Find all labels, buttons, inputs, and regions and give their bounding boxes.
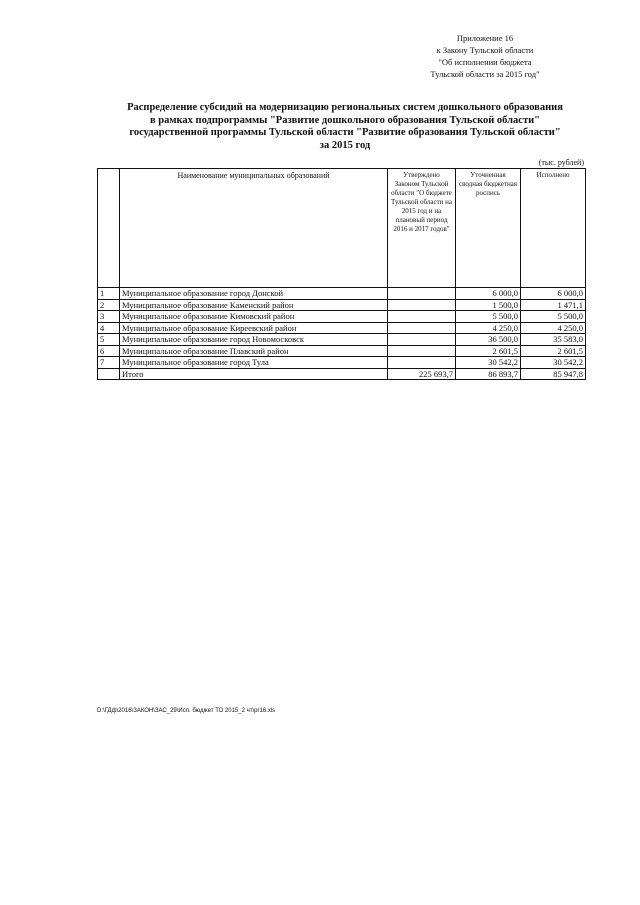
row-name: Муниципальное образование город Новомосковск bbox=[120, 334, 388, 346]
row-index: 6 bbox=[98, 345, 120, 357]
subsidy-table bbox=[97, 168, 586, 380]
executed-header: Исполнено bbox=[521, 169, 586, 288]
total-executed: 85 947,8 bbox=[521, 368, 586, 380]
table-row bbox=[98, 334, 586, 346]
row-executed: 2 601,5 bbox=[521, 345, 586, 357]
row-refined: 36 500,0 bbox=[456, 334, 521, 346]
row-approved bbox=[388, 288, 456, 300]
table-row bbox=[98, 311, 586, 323]
row-index: 3 bbox=[98, 311, 120, 323]
approved-header: Утверждено Законом Тульской области "О бюджете Тульской области на 2015 год и на плановый период 2016 и 2017 годов" bbox=[388, 169, 456, 288]
row-approved bbox=[388, 311, 456, 323]
row-index: 2 bbox=[98, 299, 120, 311]
row-name: Муниципальное образование Плавский район bbox=[120, 345, 388, 357]
row-name: Муниципальное образование Каменский район bbox=[120, 299, 388, 311]
row-refined: 6 000,0 bbox=[456, 288, 521, 300]
file-path-footer: D:\ГДф\2016\ЗАКОН\ЗАС_29\Исп. бюджет ТО 2015_2 чт\pr16.xls bbox=[97, 708, 276, 714]
title-line: за 2015 год bbox=[319, 139, 371, 151]
row-refined: 5 500,0 bbox=[456, 311, 521, 323]
table-row bbox=[98, 357, 586, 369]
table-header-row bbox=[98, 169, 586, 288]
row-index: 4 bbox=[98, 322, 120, 334]
total-approved: 225 693,7 bbox=[388, 368, 456, 380]
total-index bbox=[98, 368, 120, 380]
name-header: Наименование муниципальных образований bbox=[120, 169, 388, 288]
total-refined: 86 893,7 bbox=[456, 368, 521, 380]
row-name: Муниципальное образование Киреевский район bbox=[120, 322, 388, 334]
row-refined: 2 601,5 bbox=[456, 345, 521, 357]
row-refined: 1 500,0 bbox=[456, 299, 521, 311]
appendix-line: Тульской области за 2015 год" bbox=[430, 69, 540, 79]
row-refined: 4 250,0 bbox=[456, 322, 521, 334]
units-label: (тыс. рублей) bbox=[538, 158, 584, 167]
row-approved bbox=[388, 334, 456, 346]
row-index: 5 bbox=[98, 334, 120, 346]
row-approved bbox=[388, 299, 456, 311]
title-line: в рамках подпрограммы "Развитие дошкольного образования Тульской области" bbox=[149, 114, 541, 126]
row-executed: 1 471,1 bbox=[521, 299, 586, 311]
title-line: Распределение субсидий на модернизацию региональных систем дошкольного образования bbox=[127, 102, 563, 113]
table-row bbox=[98, 288, 586, 300]
row-executed: 5 500,0 bbox=[521, 311, 586, 323]
row-name: Муниципальное образование город Тула bbox=[120, 357, 388, 369]
index-header bbox=[98, 169, 120, 288]
row-index: 7 bbox=[98, 357, 120, 369]
appendix-line: Приложение 16 bbox=[456, 33, 514, 43]
row-index: 1 bbox=[98, 288, 120, 300]
document-title bbox=[95, 102, 595, 152]
row-executed: 4 250,0 bbox=[521, 322, 586, 334]
row-name: Муниципальное образование город Донской bbox=[120, 288, 388, 300]
row-approved bbox=[388, 345, 456, 357]
row-approved bbox=[388, 322, 456, 334]
row-name: Муниципальное образование Кимовский район bbox=[120, 311, 388, 323]
table-total-row bbox=[98, 368, 586, 380]
appendix-line: "Об исполнении бюджета bbox=[438, 57, 532, 67]
row-refined: 30 542,2 bbox=[456, 357, 521, 369]
appendix-block bbox=[380, 32, 590, 80]
row-executed: 30 542,2 bbox=[521, 357, 586, 369]
table-row bbox=[98, 299, 586, 311]
table-row bbox=[98, 345, 586, 357]
appendix-line: к Закону Тульской области bbox=[436, 45, 534, 55]
total-label: Итого bbox=[120, 368, 388, 380]
table-row bbox=[98, 322, 586, 334]
row-approved bbox=[388, 357, 456, 369]
title-line: государственной программы Тульской области "Развитие образования Тульской области" bbox=[129, 127, 561, 138]
refined-header: Уточненная сводная бюджетная роспись bbox=[456, 169, 521, 288]
row-executed: 6 000,0 bbox=[521, 288, 586, 300]
row-executed: 35 583,0 bbox=[521, 334, 586, 346]
